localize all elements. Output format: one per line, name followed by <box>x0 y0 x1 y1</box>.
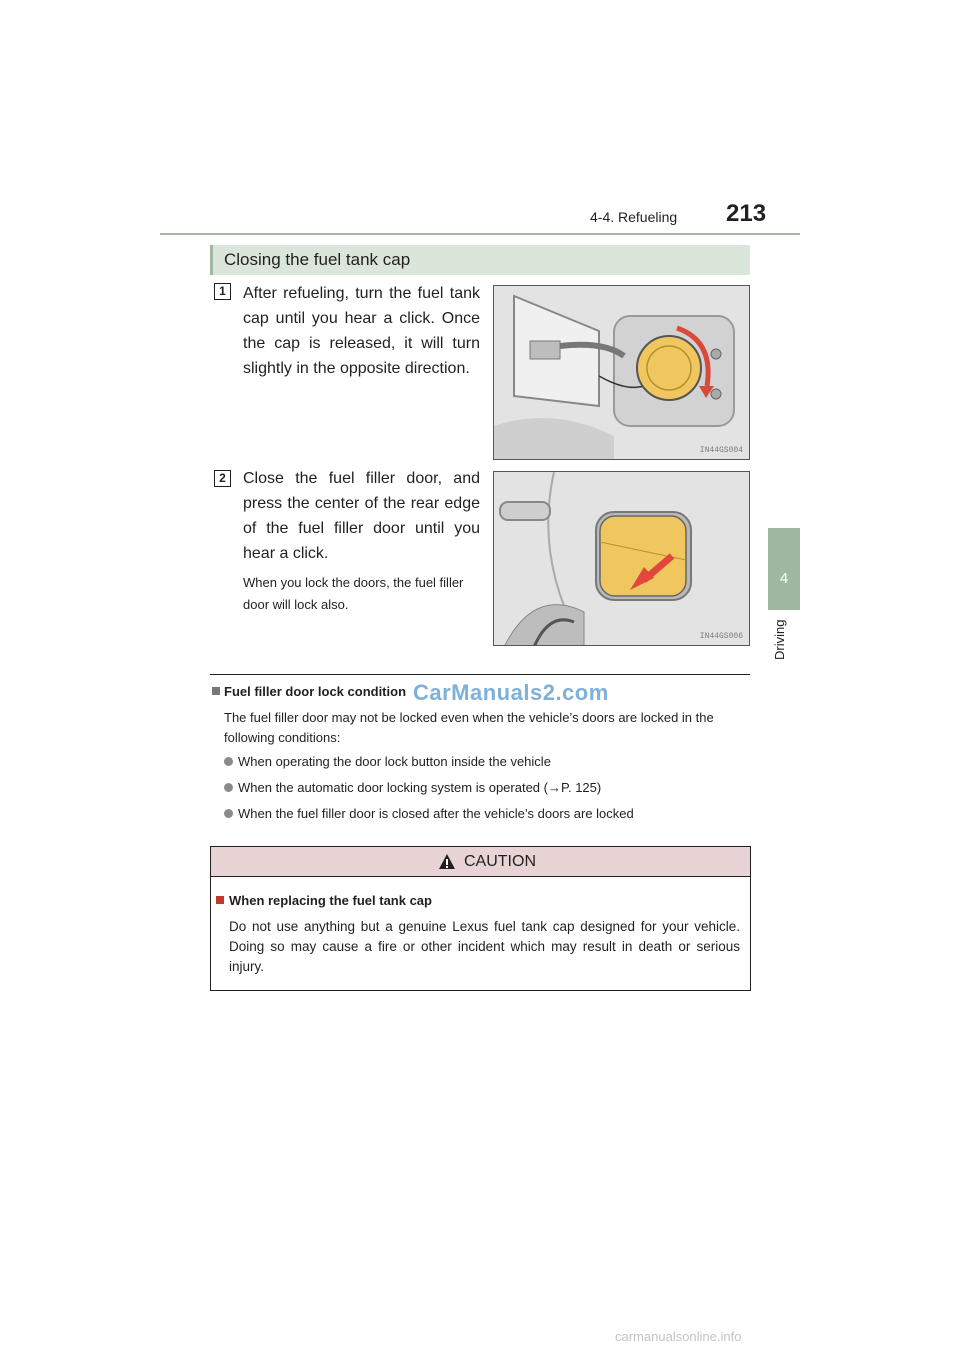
section-header <box>210 245 750 275</box>
section-title: Closing the fuel tank cap <box>224 250 411 269</box>
bullet-dot-icon <box>224 783 233 792</box>
caution-header <box>211 847 750 877</box>
figure-fuel-cap-turn <box>493 285 750 460</box>
info-heading <box>212 684 406 699</box>
caution-subheading-text: When replacing the fuel tank cap <box>229 893 432 908</box>
chapter-tab <box>768 528 800 610</box>
watermark-footer: carmanualsonline.info <box>615 1329 742 1344</box>
step-2-note: When you lock the doors, the fuel filler door will lock also. <box>243 575 464 612</box>
chapter-side-label-text: Driving <box>772 619 787 660</box>
info-bullet-1 <box>224 754 551 769</box>
watermark-center: CarManuals2.com <box>413 680 609 705</box>
info-bullet-3 <box>224 806 634 821</box>
caution-text: Do not use anything but a genuine Lexus fuel tank cap designed for your vehicle. Doing so may cause a fire or other incident which may result in death or serious injury. <box>229 919 740 974</box>
step-1-text: After refueling, turn the fuel tank cap until you hear a click. Once the cap is released, it will turn slightly in the opposite direction. <box>243 285 480 377</box>
caution-box <box>210 846 751 991</box>
info-bullet-1-text: When operating the door lock button inside the vehicle <box>238 754 551 769</box>
info-bullet-2-text: When the automatic door locking system is operated (→P. 125) <box>238 780 602 795</box>
chapter-tab-number: 4 <box>779 570 789 587</box>
header-rule <box>160 233 800 235</box>
step-2-text: Close the fuel filler door, and press the center of the rear edge of the fuel filler door until you hear a click. <box>243 470 480 562</box>
figure-1-code: IN44GS004 <box>699 446 743 455</box>
bullet-dot-icon <box>224 809 233 818</box>
chapter-side-label <box>762 620 806 670</box>
info-bullet-3-text: When the fuel filler door is closed after the vehicle’s doors are locked <box>238 806 634 821</box>
section-divider <box>210 674 750 675</box>
caution-title: CAUTION <box>464 853 536 870</box>
info-bullet-square-icon <box>212 687 220 695</box>
caution-subheading <box>216 893 432 908</box>
running-header-title: 4-4. Refueling <box>590 209 678 225</box>
info-body: The fuel filler door may not be locked even when the vehicle’s doors are locked in the following conditions: <box>224 710 714 745</box>
page-number: 213 <box>726 200 767 227</box>
fuel-door-illustration <box>494 472 750 646</box>
info-bullet-2 <box>224 780 601 795</box>
bullet-dot-icon <box>224 757 233 766</box>
fuel-cap-illustration <box>494 286 750 460</box>
caution-bullet-square-icon <box>216 896 224 904</box>
figure-2-code: IN44GS006 <box>699 632 743 641</box>
warning-triangle-icon <box>438 853 456 870</box>
step-badge-2: 2 <box>214 470 231 487</box>
step-badge-1: 1 <box>214 283 231 300</box>
info-heading-text: Fuel filler door lock condition <box>224 684 407 699</box>
figure-fuel-door-close <box>493 471 750 646</box>
